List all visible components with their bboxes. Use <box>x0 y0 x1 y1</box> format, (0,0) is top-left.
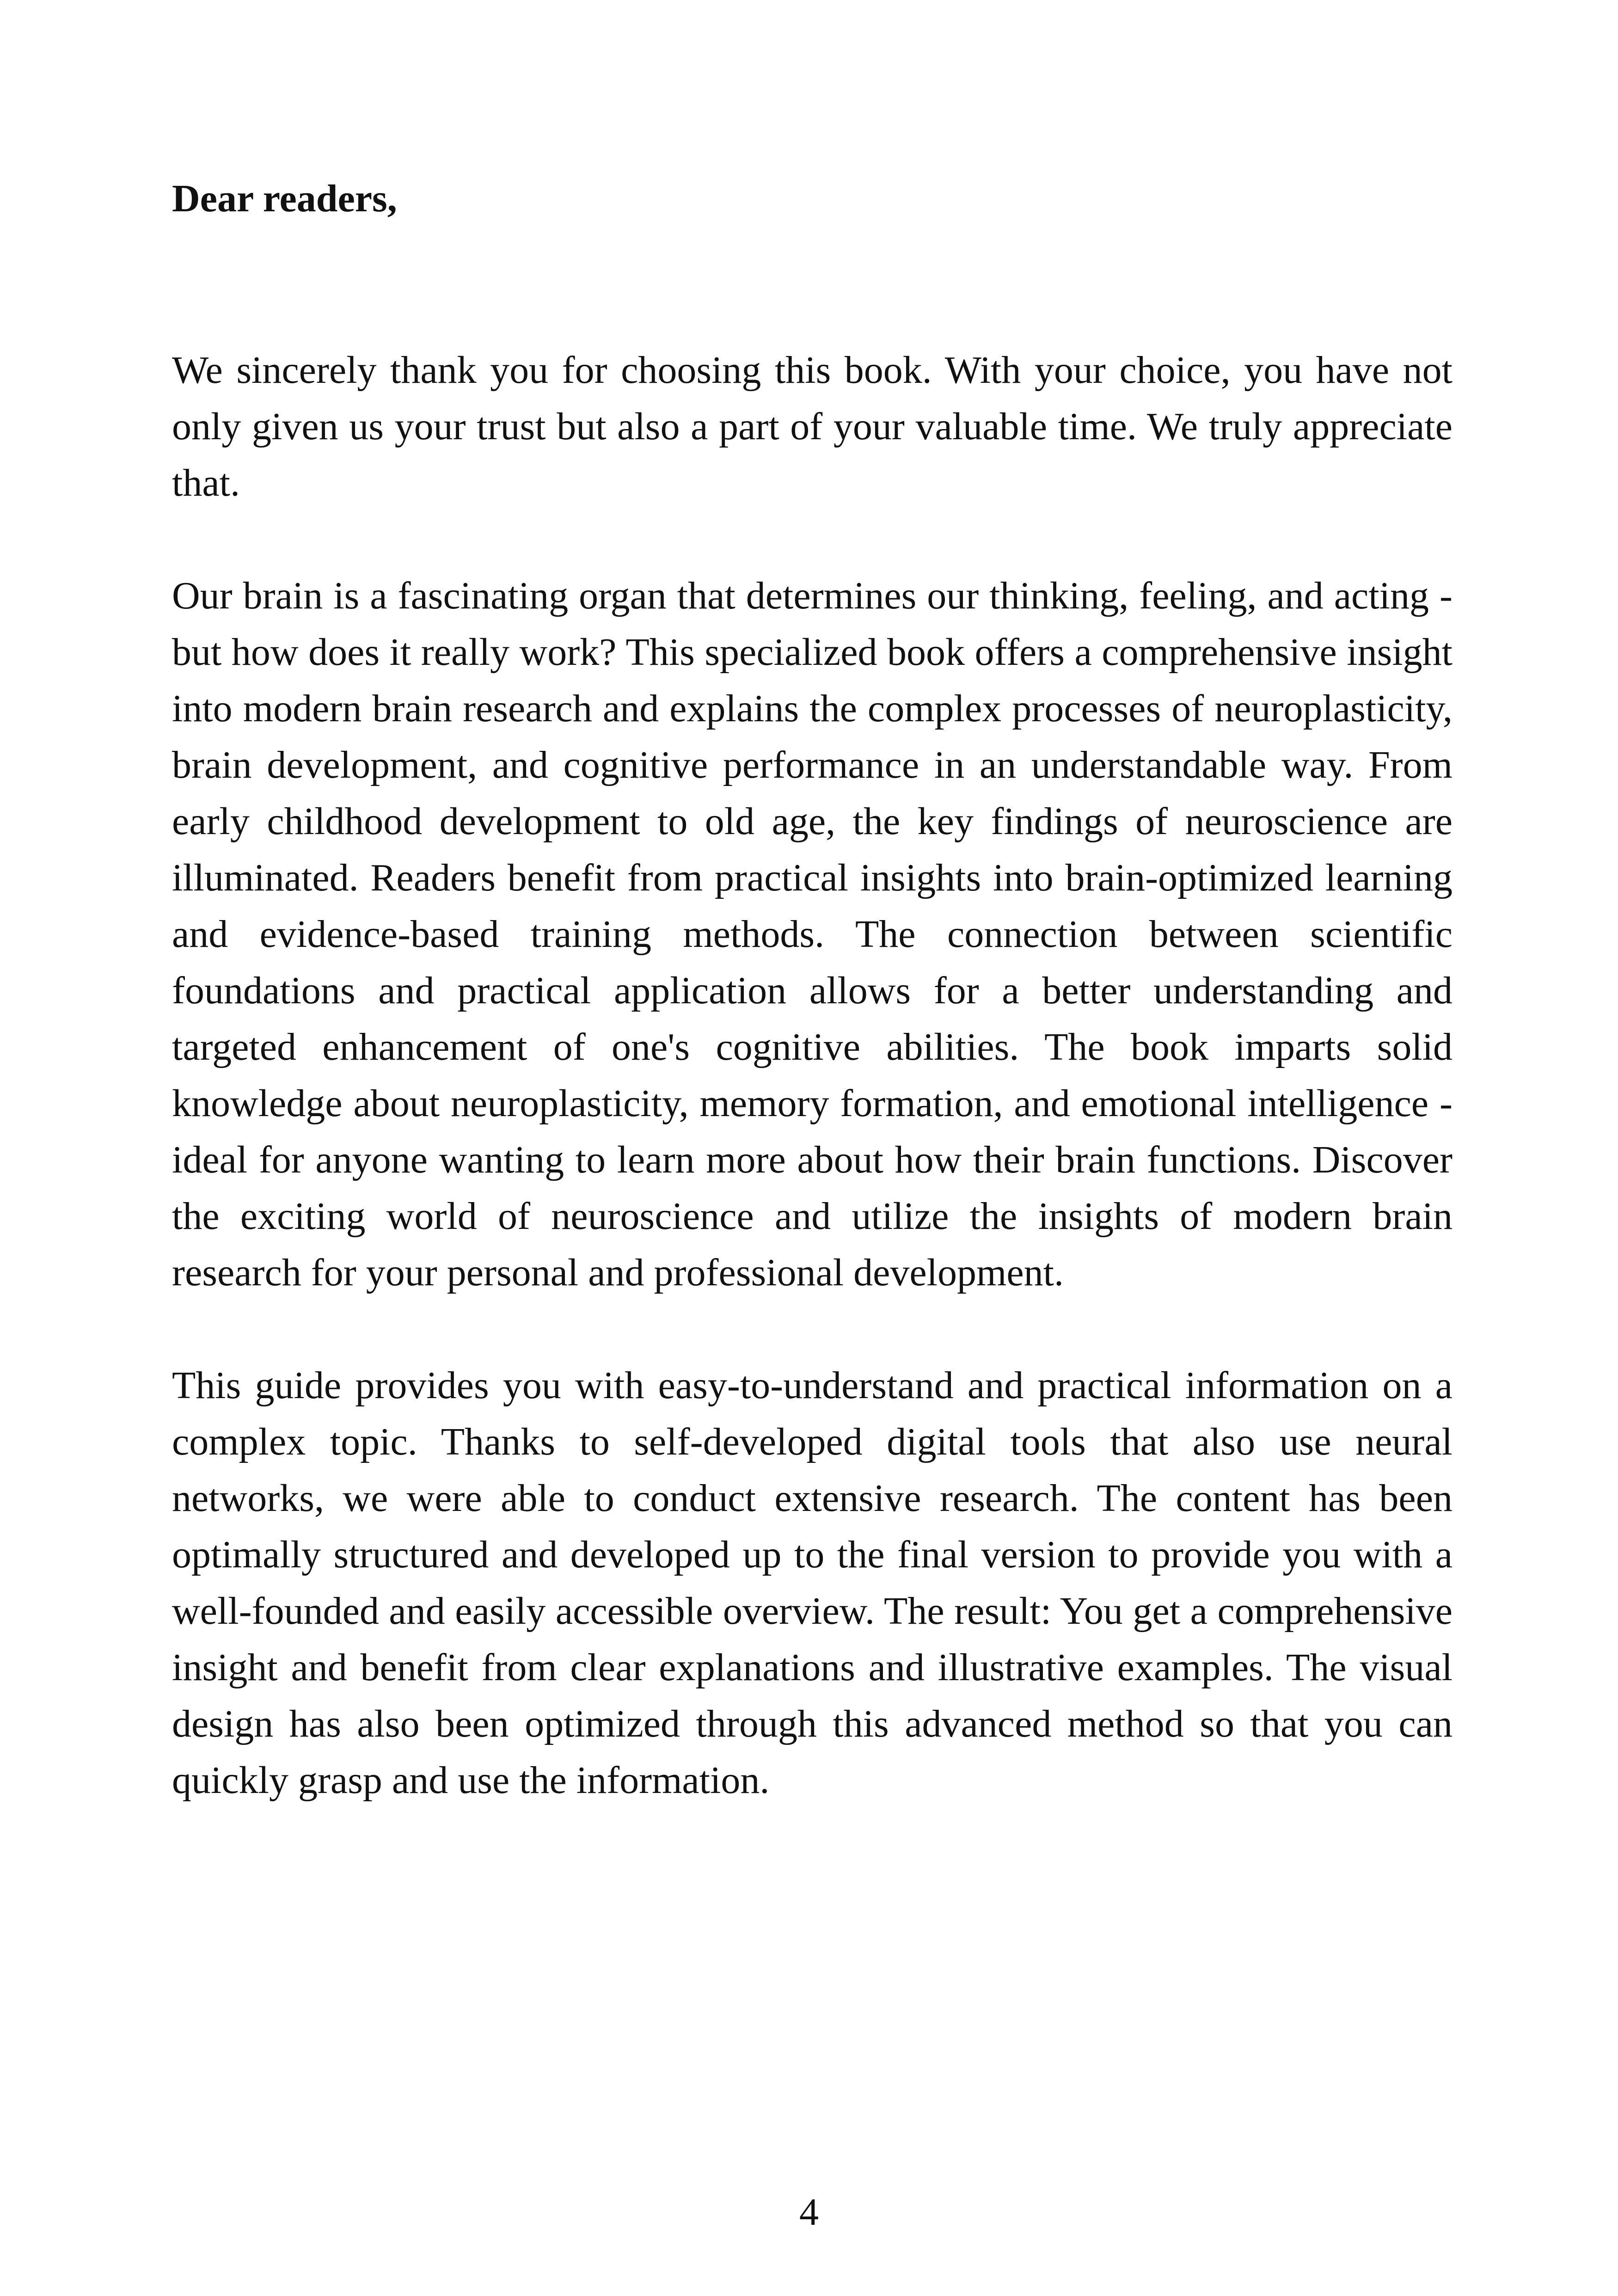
paragraph-thanks: We sincerely thank you for choosing this book. With your choice, you have not only given us your trust but also a part of your valuable time. We truly appreciate that. <box>172 349 1453 504</box>
page-number: 4 <box>799 2191 819 2234</box>
greeting-heading: Dear readers, <box>172 177 397 220</box>
paragraph-guide-method: This guide provides you with easy-to-understand and practical information on a complex topic. Thanks to self-developed digital tools that also use neural networks, we were able to conduct extensive research. The content has been optimally structured and developed up to the final version to provide you with a well-founded and easily accessible overview. The result: You get a comprehensive insight and benefit from clear explanations and illustrative examples. The visual design has also been optimized through this advanced method so that you can quickly grasp and use the information. <box>172 1364 1453 1802</box>
paragraph-book-overview: Our brain is a fascinating organ that determines our thinking, feeling, and acting - but how does it really work? This specialized book offers a comprehensive insight into modern brain research and explains the complex processes of neuroplasticity, brain development, and cognitive performance in an understandable way. From early childhood development to old age, the key findings of neuroscience are illuminated. Readers benefit from practical insights into brain-optimized learning and evidence-based training methods. The connection between scientific foundations and practical application allows for a better understanding and targeted enhancement of one's cognitive abilities. The book imparts solid knowledge about neuroplasticity, memory formation, and emotional intelligence - ideal for anyone wanting to learn more about how their brain functions. Discover the exciting world of neuroscience and utilize the insights of modern brain research for your personal and professional development. <box>172 574 1453 1294</box>
letter-body <box>172 342 1453 1865</box>
